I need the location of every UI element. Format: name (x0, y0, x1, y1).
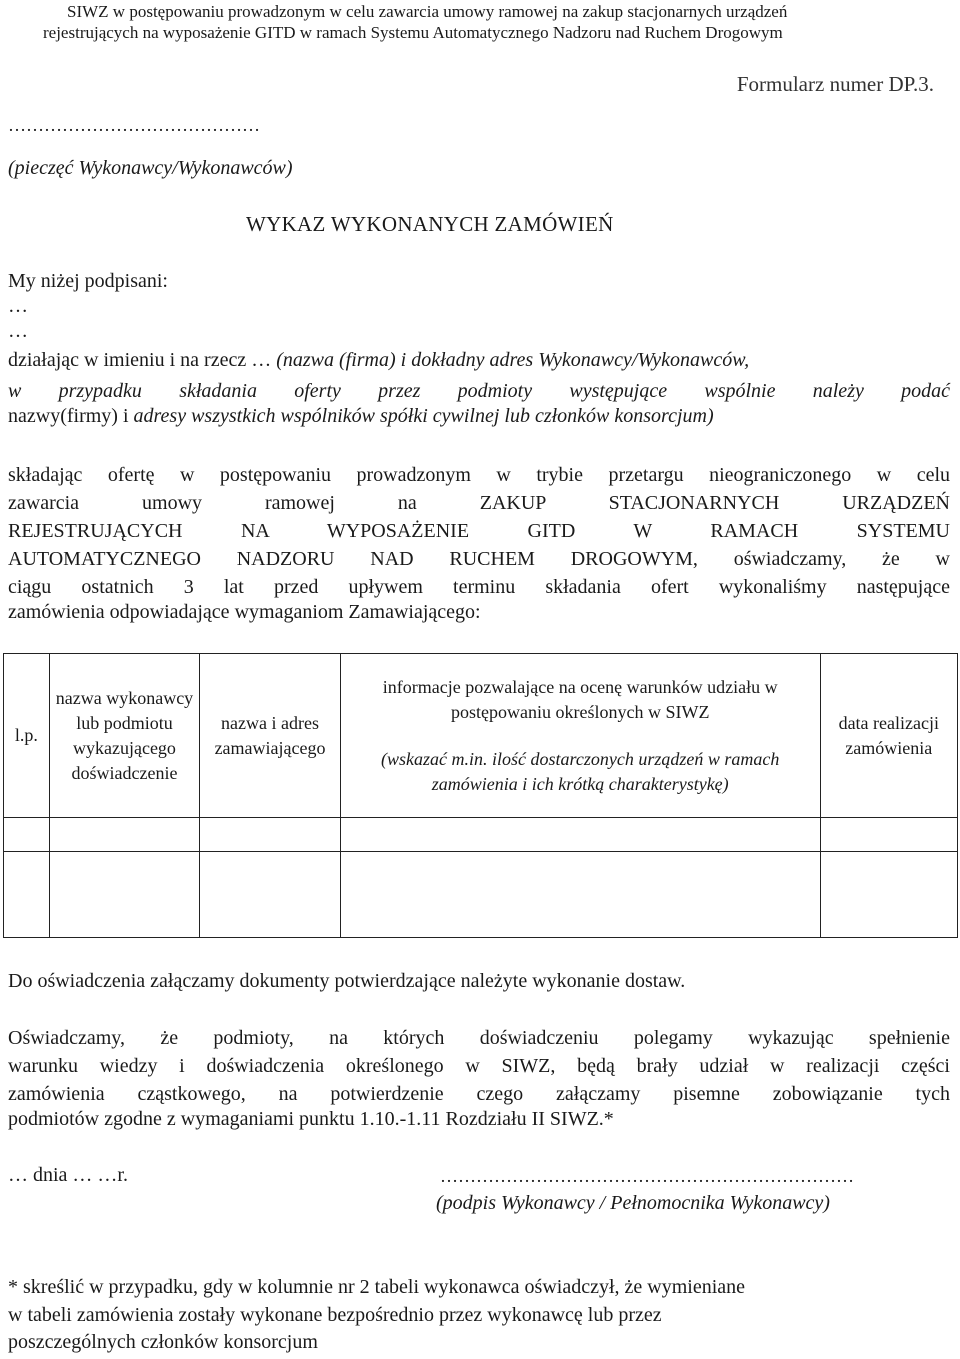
acting-line-3-italic: adresy wszystkich wspólników spółki cywilnej lub członków konsorcjum) (133, 405, 714, 427)
offer-line-1: składając ofertę w postępowaniu prowadzonym w trybie przetargu nieograniczonego w celu (8, 464, 950, 486)
signature-dots: …………………………………………………………… (440, 1166, 854, 1186)
offer-line-4: AUTOMATYCZNEGO NADZORU NAD RUCHEM DROGOWYM, oświadczamy, że w (8, 548, 950, 570)
document-header-line-1: SIWZ w postępowaniu prowadzonym w celu zawarcia umowy ramowej na zakup stacjonarnych urządzeń (67, 2, 788, 21)
table-row (4, 818, 958, 852)
footnote-line-1: * skreślić w przypadku, gdy w kolumnie nr 2 tabeli wykonawca oświadczył, że wymieniane (8, 1276, 746, 1298)
footnote-line-3: poszczególnych członków konsorcjum (8, 1331, 318, 1353)
table-cell[interactable] (820, 818, 957, 852)
header-info-text: informacje pozwalające na ocenę warunków udziału w postępowaniu określonych w SIWZ (382, 676, 778, 722)
signatories-label: My niżej podpisani: (8, 270, 168, 292)
table-row (4, 852, 958, 938)
header-info-note: (wskazać m.in. ilość dostarczonych urządzeń w ramach zamówienia i ich krótką charakterystykę) (381, 748, 780, 794)
attachments-note: Do oświadczenia załączamy dokumenty potwierdzające należyte wykonanie dostaw. (8, 970, 686, 992)
offer-line-5: ciągu ostatnich 3 lat przed upływem terminu składania ofert wykonaliśmy następujące (8, 576, 950, 598)
header-lp: l.p. (4, 654, 50, 818)
stamp-label: (pieczęć Wykonawcy/Wykonawców) (8, 157, 293, 179)
table-cell[interactable] (820, 852, 957, 938)
form-number: Formularz numer DP.3. (736, 72, 934, 96)
signature-label: (podpis Wykonawcy / Pełnomocnika Wykonawcy) (436, 1192, 830, 1214)
date-line: … dnia … …r. (8, 1164, 128, 1186)
declaration-line-4: podmiotów zgodne z wymaganiami punktu 1.10.-1.11 Rozdziału II SIWZ.* (8, 1108, 614, 1130)
acting-line-2: w przypadku składania oferty przez podmioty występujące wspólnie należy podać (8, 380, 950, 402)
table-cell[interactable] (49, 818, 199, 852)
header-info (340, 654, 820, 818)
table-cell[interactable] (49, 852, 199, 938)
acting-prefix: działając w imieniu i na rzecz … (8, 349, 277, 371)
orders-table (3, 653, 958, 938)
stamp-dots: …………………………………… (8, 115, 260, 135)
acting-italic-1: (nazwa (firma) i dokładny adres Wykonawcy/Wykonawców, (276, 349, 750, 371)
acting-line-1 (8, 349, 749, 372)
header-date: data realizacji zamówienia (820, 654, 957, 818)
table-cell[interactable] (4, 852, 50, 938)
signatories-dots-2: … (8, 320, 28, 342)
acting-line-3 (8, 405, 714, 428)
table-cell[interactable] (200, 852, 341, 938)
declaration-line-1: Oświadczamy, że podmioty, na których doświadczeniu polegamy wykazując spełnienie (8, 1027, 950, 1049)
document-header-line-2: rejestrujących na wyposażenie GITD w ramach Systemu Automatycznego Nadzoru nad Ruchem Drogowym (43, 23, 783, 42)
offer-line-6: zamówienia odpowiadające wymaganiom Zamawiającego: (8, 601, 481, 623)
header-contractor: nazwa wykonawcy lub podmiotu wykazującego doświadczenie (49, 654, 199, 818)
table-cell[interactable] (200, 818, 341, 852)
declaration-line-2: warunku wiedzy i doświadczenia określonego w SIWZ, będą brały udział w realizacji części (8, 1055, 950, 1077)
footnote-line-2: w tabeli zamówienia zostały wykonane bezpośrednio przez wykonawcę lub przez (8, 1304, 662, 1326)
signatories-dots-1: … (8, 295, 28, 317)
acting-line-3-normal: nazwy(firmy) i (8, 405, 134, 427)
table-header-row (4, 654, 958, 818)
offer-line-2: zawarcia umowy ramowej na ZAKUP STACJONARNYCH URZĄDZEŃ (8, 492, 950, 514)
header-client: nazwa i adres zamawiającego (200, 654, 341, 818)
table-cell[interactable] (4, 818, 50, 852)
offer-line-3: REJESTRUJĄCYCH NA WYPOSAŻENIE GITD W RAMACH SYSTEMU (8, 520, 950, 542)
table-cell[interactable] (340, 818, 820, 852)
declaration-line-3: zamówienia cząstkowego, na potwierdzenie czego załączamy pisemne zobowiązanie tych (8, 1083, 950, 1105)
document-title: WYKAZ WYKONANYCH ZAMÓWIEŃ (246, 212, 614, 236)
table-cell[interactable] (340, 852, 820, 938)
